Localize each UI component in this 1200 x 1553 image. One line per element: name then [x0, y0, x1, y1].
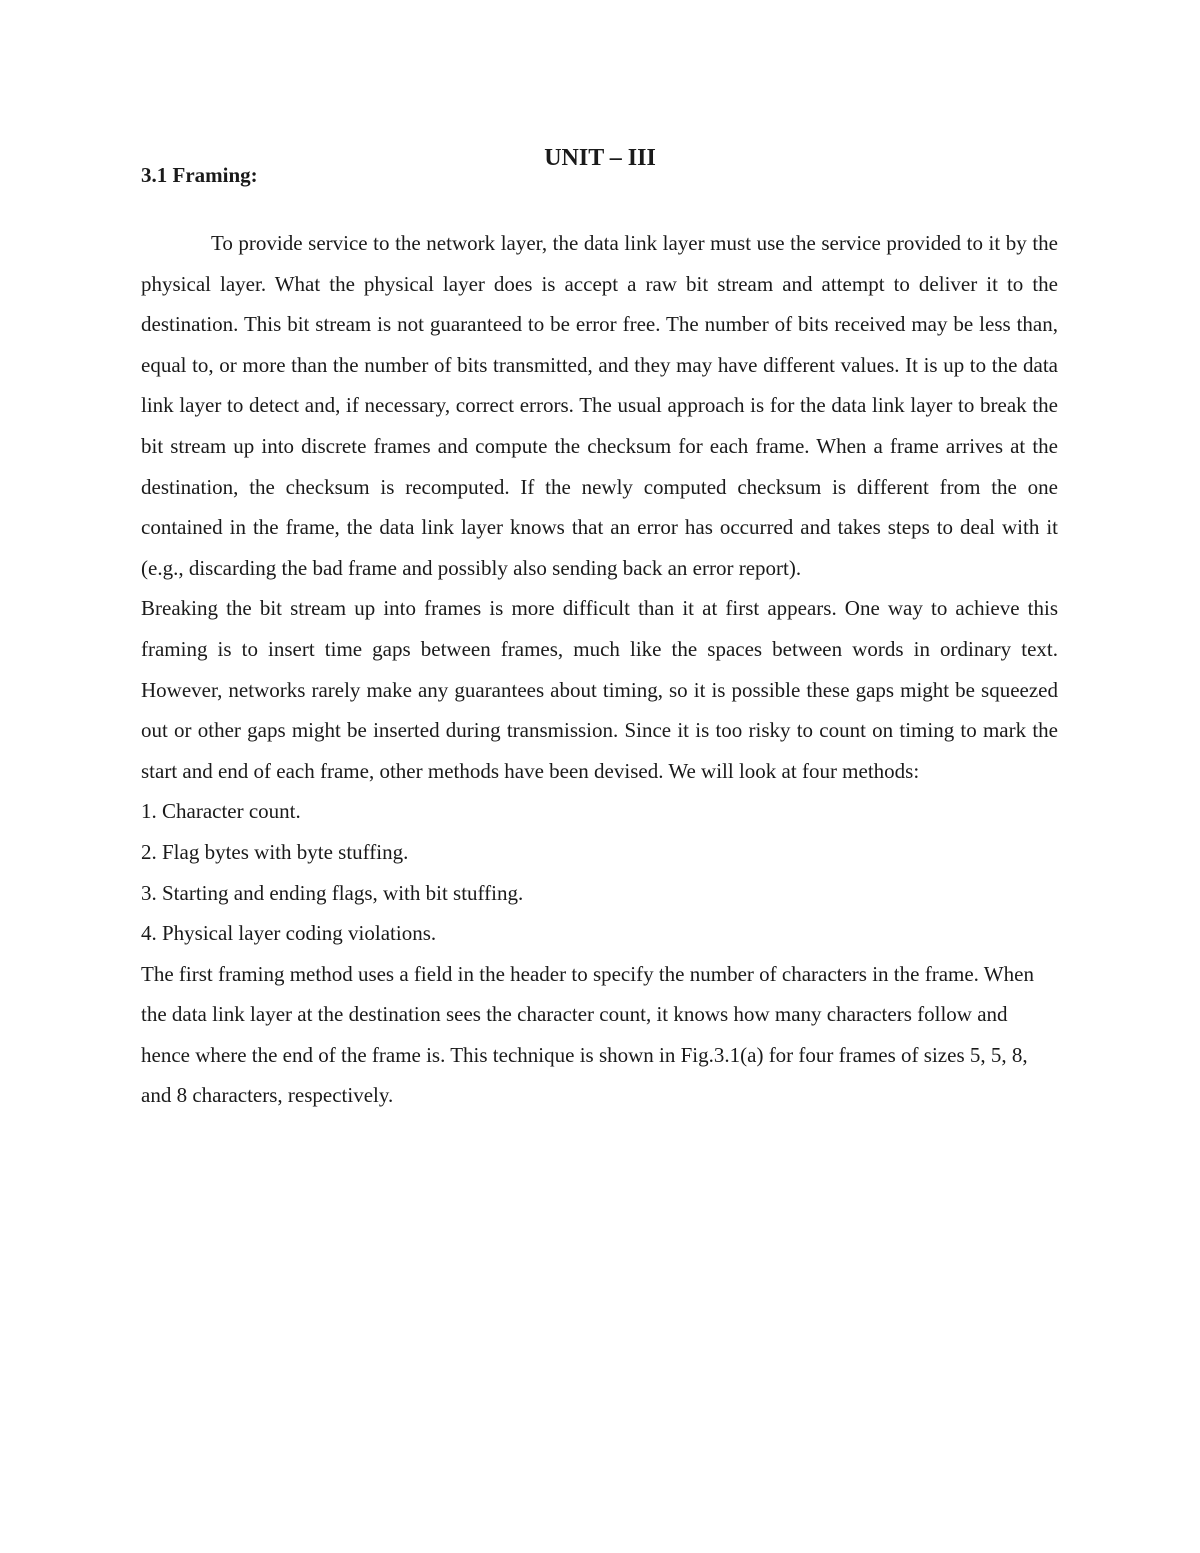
list-item: 4. Physical layer coding violations.	[141, 921, 437, 946]
list-item: 3. Starting and ending flags, with bit stuffing.	[141, 880, 524, 905]
methods-list	[141, 791, 1058, 953]
paragraph-character-count: The first framing method uses a field in the header to specify the number of characters in the frame. When the data link layer at the destination sees the character count, it knows how many characters follow and hence where the end of the frame is. This technique is shown in Fig.3.1(a) for four frames of sizes 5, 5, 8, and 8 characters, respectively.	[141, 961, 1034, 1108]
list-item: 2. Flag bytes with byte stuffing.	[141, 839, 409, 864]
unit-title: UNIT – III	[544, 145, 656, 171]
list-item: 1. Character count.	[141, 799, 301, 824]
paragraph-framing-difficulty: Breaking the bit stream up into frames is more difficult than it at first appears. One way to achieve this framing is to insert time gaps between frames, much like the spaces between words in ordinary text. However, networks rarely make any guarantees about timing, so it is possible these gaps might be squeezed out or other gaps might be inserted during transmission. Since it is too risky to count on timing to mark the start and end of each frame, other methods have been devised. We will look at four methods:	[141, 596, 1058, 783]
paragraph-intro: To provide service to the network layer, the data link layer must use the service provided to it by the physical layer. What the physical layer does is accept a raw bit stream and attempt to deliver it to the destination. This bit stream is not guaranteed to be error free. The number of bits received may be less than, equal to, or more than the number of bits transmitted, and they may have different values. It is up to the data link layer to detect and, if necessary, correct errors. The usual approach is for the data link layer to break the bit stream up into discrete frames and compute the checksum for each frame. When a frame arrives at the destination, the checksum is recomputed. If the newly computed checksum is different from the one contained in the frame, the data link layer knows that an error has occurred and takes steps to deal with it (e.g., discarding the bad frame and possibly also sending back an error report).	[141, 231, 1058, 580]
document-body	[141, 223, 1058, 1116]
section-heading: 3.1 Framing:	[141, 163, 258, 187]
